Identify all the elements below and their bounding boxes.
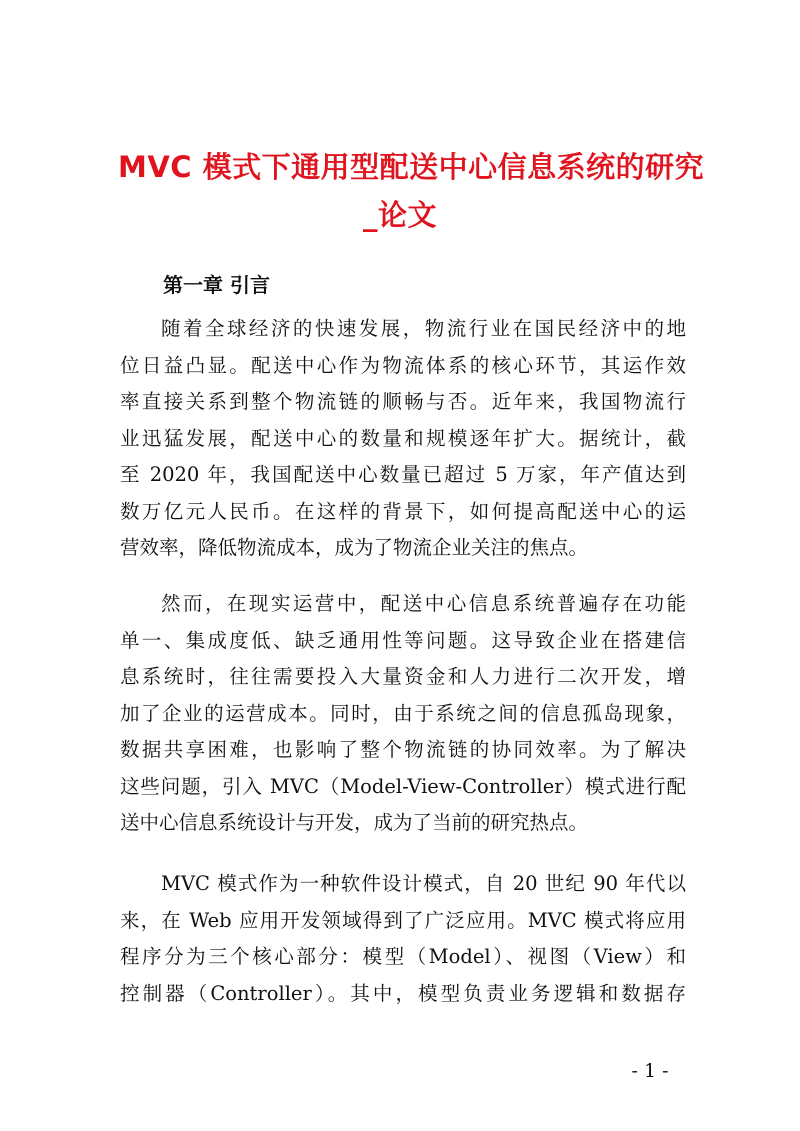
paragraph-line: 单一、集成度低、缺乏通用性等问题。这导致企业在搭建信 xyxy=(120,628,686,652)
paragraph-line: 控制器（Controller）。其中，模型负责业务逻辑和数据存 xyxy=(120,981,686,1005)
paragraph-line: 率直接关系到整个物流链的顺畅与否。近年来，我国物流行 xyxy=(120,390,686,413)
paragraph-line: 营效率，降低物流成本，成为了物流企业关注的焦点。 xyxy=(120,536,589,559)
paragraph-line: 至 2020 年，我国配送中心数量已超过 5 万家，年产值达到 xyxy=(120,463,686,486)
paragraph-line: MVC 模式作为一种软件设计模式，自 20 世纪 90 年代以 xyxy=(161,872,686,895)
paragraph-line: 送中心信息系统设计与开发，成为了当前的研究热点。 xyxy=(120,811,589,834)
paragraph-line: 息系统时，往往需要投入大量资金和人力进行二次开发，增 xyxy=(120,665,686,688)
paragraph-line: 程序分为三个核心部分：模型（Model）、视图（View）和 xyxy=(120,945,686,968)
paragraph-2 xyxy=(120,586,686,842)
paragraph-line: 这些问题，引入 MVC（Model-View-Controller）模式进行配 xyxy=(120,774,686,798)
paragraph-line: 随着全球经济的快速发展，物流行业在国民经济中的地 xyxy=(161,317,686,340)
paragraph-line: 位日益凸显。配送中心作为物流体系的核心环节，其运作效 xyxy=(120,353,686,377)
paragraph-line: 来，在 Web 应用开发领域得到了广泛应用。MVC 模式将应用 xyxy=(120,908,686,932)
paragraph-line: 业迅猛发展，配送中心的数量和规模逐年扩大。据统计，截 xyxy=(120,426,686,450)
paragraph-line: 加了企业的运营成本。同时，由于系统之间的信息孤岛现象， xyxy=(120,701,686,725)
paragraph-line: 数万亿元人民币。在这样的背景下，如何提高配送中心的运 xyxy=(120,499,686,523)
paragraph-line: 数据共享困难，也影响了整个物流链的协同效率。为了解决 xyxy=(120,738,686,761)
chapter-heading: 第一章 引言 xyxy=(163,273,270,297)
title-line-2: _论文 xyxy=(362,198,437,232)
page-number: - 1 - xyxy=(631,1060,669,1082)
paragraph-1 xyxy=(120,311,686,567)
paragraph-line: 然而，在现实运营中，配送中心信息系统普遍存在功能 xyxy=(161,592,686,615)
title-line-1: MVC 模式下通用型配送中心信息系统的研究 xyxy=(118,150,705,184)
document-title xyxy=(118,143,705,239)
paragraph-3 xyxy=(120,866,686,1012)
